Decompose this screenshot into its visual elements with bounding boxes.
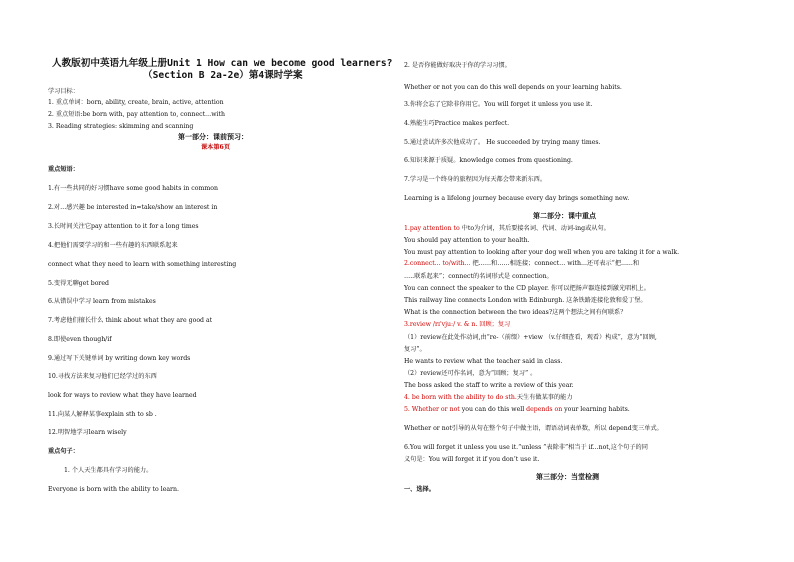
keypoint-term: 1.pay attention to	[404, 225, 460, 232]
page-title: 人教版初中英语九年级上册Unit 1 How can we become good learners?	[52, 58, 393, 69]
goal-item: 1. 重点单词：born, ability, create, brain, active, attention	[48, 99, 224, 106]
textbook-page-note: 课本第6页	[201, 144, 231, 151]
keypoint-text: your learning habits.	[562, 406, 630, 413]
phrase-item: 9.通过写下关键单词 by writing down key words	[48, 355, 191, 362]
keypoint-2	[404, 260, 639, 268]
part1-heading: 第一部分：课前预习：	[178, 132, 248, 141]
sentence-item: 5.通过尝试许多次他成功了。 He succeeded by trying many times.	[404, 139, 601, 146]
sentence-item: 3.你将会忘了它除非你用它。You will forget it unless you use it.	[404, 101, 593, 108]
keypoint-6: 6.You will forget it unless you use it.“unless ”表除非”相当于 if...not,这个句子的同	[404, 444, 648, 451]
keypoint-text: 把……和……相连接；connect… with...还可表示“把......和	[470, 260, 640, 267]
example-sentence: You should pay attention to your health.	[404, 237, 530, 244]
part2-heading: 第二部分：课中重点	[533, 211, 596, 220]
keypoint-text: 复习”。	[404, 346, 426, 353]
keypoint-3: 3.review /rɪ'vjuː/ v. & n. 回顾；复习	[404, 321, 511, 328]
sentence-item: Everyone is born with the ability to learn.	[48, 486, 179, 493]
phrase-item: 1.有一些共同的好习惯have some good habits in common	[48, 185, 218, 192]
phrase-item: 8.即使even though/if	[48, 336, 112, 343]
sentence-item: 1. 个人天生都具有学习的能力。	[64, 467, 153, 474]
keypoint-term: 4. be born with the ability to do sth.	[404, 394, 517, 401]
phrase-item: 2.对…感兴趣 be interested in=take/show an interest in	[48, 204, 218, 211]
page-subtitle: （Section B 2a-2e）第4课时学案	[143, 70, 303, 81]
phrase-item: connect what they need to learn with something interesting	[48, 261, 237, 268]
example-sentence: What is the connection between the two ideas?这两个想法之间有何联系？	[404, 309, 627, 316]
goals-heading: 学习目标：	[48, 88, 79, 95]
phrase-item: 11.向某人解释某事explain sth to sb .	[48, 411, 157, 418]
phrase-item: look for ways to review what they have learned	[48, 392, 197, 399]
keypoint-term: depends on	[526, 406, 563, 413]
keypoint-1	[404, 225, 610, 233]
example-sentence: He wants to review what the teacher said in class.	[404, 358, 563, 365]
keypoint-text: …..联系起来”；connect的名词形式是 connection。	[404, 273, 553, 280]
phrase-item: 6.从错误中学习 learn from mistakes	[48, 298, 156, 305]
keypoint-text: 中to为介词，其后要接名词、代词、动词-ing或从句。	[459, 225, 610, 232]
keypoint-text: 义句是：You will forget it if you don’t use it.	[404, 456, 540, 463]
phrase-item: 3.长时间关注它pay attention to it for a long times	[48, 223, 199, 230]
phrase-item: 12.明智地学习learn wisely	[48, 429, 127, 436]
part3-heading: 第三部分：当堂检测	[536, 472, 599, 481]
example-sentence: You can connect the speaker to the CD player. 你可以把扬声器连接到激光唱机上。	[404, 285, 650, 292]
sentences-heading: 重点句子：	[48, 448, 79, 455]
keypoint-term: 2.connect... to/with...	[404, 260, 471, 267]
sentence-item: 4.熟能生巧Practice makes perfect.	[404, 120, 510, 127]
sentence-item: 2. 是否你能做好取决于你的学习习惯。	[404, 62, 511, 69]
goal-item: 2. 重点短语:be born with, pay attention to, connect…with	[48, 111, 225, 118]
keypoint-5	[404, 406, 630, 414]
example-sentence: The boss asked the staff to write a review of this year.	[404, 382, 574, 389]
keypoint-text: 天生有做某事的能力	[516, 394, 573, 401]
goal-item: 3. Reading strategies: skimming and scanning	[48, 123, 194, 130]
sentence-item: 7.学习是一个终身的旅程因为每天都会带来新东西。	[404, 176, 547, 183]
sentence-item: Whether or not you can do this well depends on your learning habits.	[404, 84, 622, 91]
keypoint-4	[404, 394, 573, 402]
sentence-item: Learning is a lifelong journey because every day brings something new.	[404, 195, 630, 202]
example-sentence: This railway line connects London with Edinburgh. 这条铁路连接伦敦和爱丁堡。	[404, 297, 647, 304]
keypoint-text: （2）review还可作名词，意为“回顾；复习” 。	[404, 370, 537, 377]
phrase-item: 10.寻找方法来复习他们已经学过的东西	[48, 373, 157, 380]
phrase-item: 7.考虑他们擅长什么 think about what they are good at	[48, 317, 213, 324]
phrase-item: 4.把他们需要学习的和一些有趣的东西联系起来	[48, 242, 178, 249]
sentence-item: 6.知识来源于质疑。knowledge comes from questioning.	[404, 157, 573, 164]
phrases-heading: 重点短语：	[48, 166, 79, 173]
keypoint-text: （1）review在此处作动词,由“re-（前缀）+view （v.仔细查看，观看）构成”，意为“回顾,	[404, 334, 657, 341]
exercise-heading: 一、选择。	[404, 486, 435, 493]
keypoint-term: 5. Whether or not	[404, 406, 460, 413]
phrase-item: 5.变得无聊get bored	[48, 280, 109, 287]
example-sentence: You must pay attention to looking after your dog well when you are taking it for a walk.	[404, 249, 680, 256]
keypoint-text: you can do this well	[459, 406, 527, 413]
keypoint-text: Whether or not引导的从句在整个句子中做主语，谓语动词表单数，所以 depend变三单式。	[404, 425, 663, 432]
